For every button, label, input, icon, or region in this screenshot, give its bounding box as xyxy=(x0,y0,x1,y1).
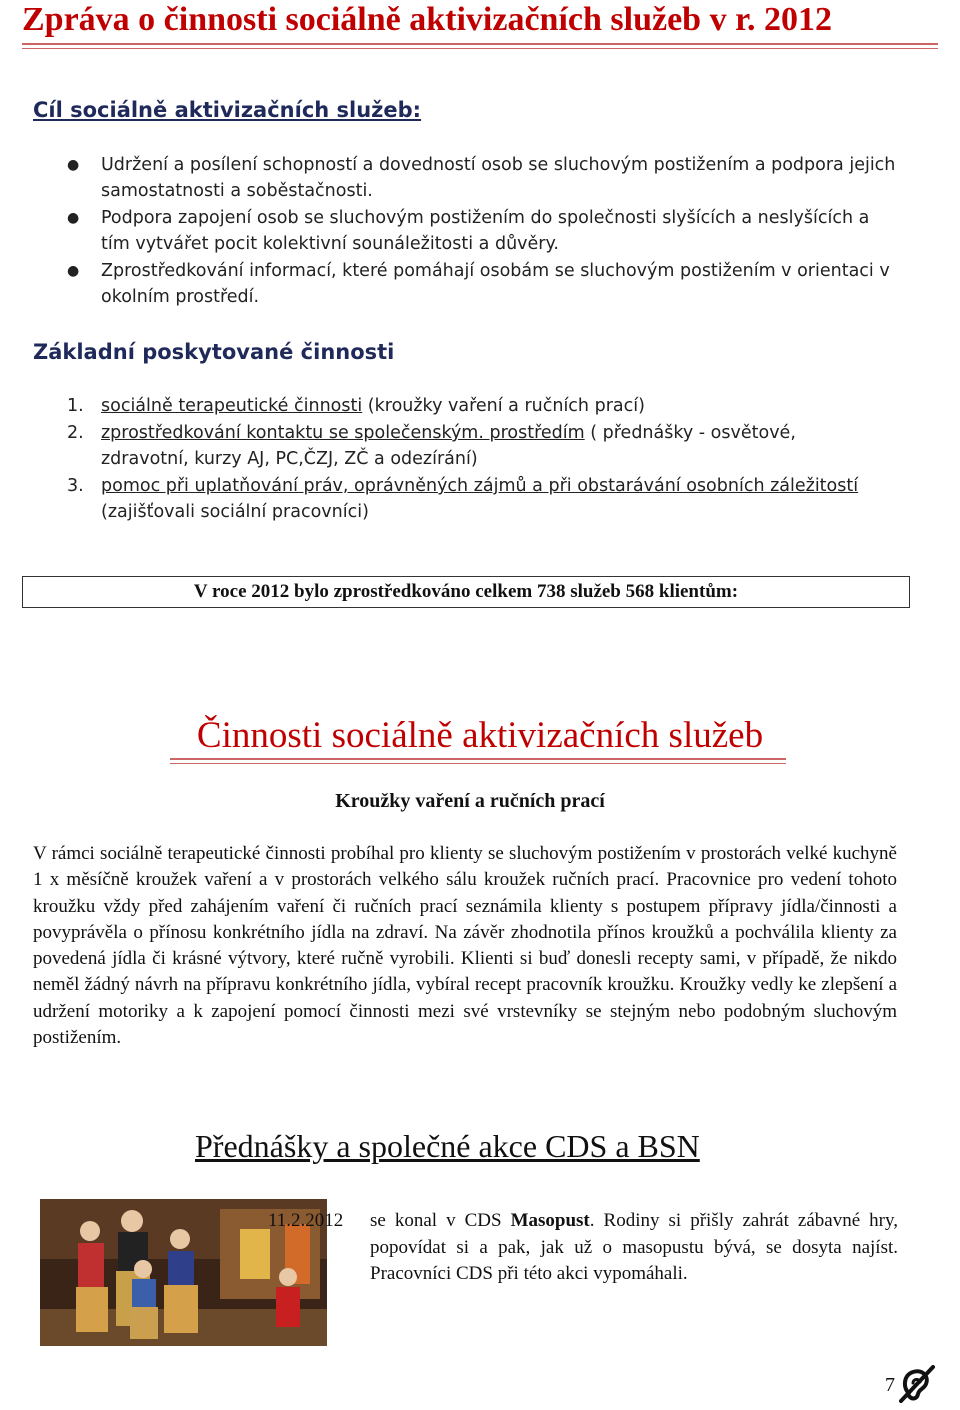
section-title: Činnosti sociálně aktivizačních služeb xyxy=(196,715,764,756)
basic-activities-heading: Základní poskytované činnosti xyxy=(33,340,395,364)
summary-box: V roce 2012 bylo zprostředkováno celkem 738 služeb 568 klientům: xyxy=(22,576,910,608)
activity-link[interactable]: pomoc při uplatňování práv, oprávněných zájmů a při obstarávání osobních záležitostí xyxy=(101,476,859,496)
activity-number: 2. xyxy=(67,423,84,443)
activity-item-2 xyxy=(67,420,881,472)
goal-list xyxy=(67,152,901,311)
activity-link[interactable]: zprostředkování kontaktu se společenským. prostředím xyxy=(101,423,585,443)
goal-item-text: Podpora zapojení osob se sluchovým postižením do společnosti slyšících a neslyšících a tím vytvářet pocit kolektivní sounáležitosti a důvěry. xyxy=(101,208,870,254)
section-rule xyxy=(170,758,786,764)
bullet-icon: ● xyxy=(67,157,80,173)
goal-item xyxy=(67,152,901,204)
activity-item-1 xyxy=(67,393,901,419)
activity-detail: ( přednášky - osvětové, zdravotní, kurzy AJ, PC,ČZJ, ZČ a odezírání) xyxy=(101,423,796,469)
page-number: 7 xyxy=(885,1374,895,1396)
activity-link[interactable]: sociálně terapeutické činnosti xyxy=(101,396,363,416)
activity-number: 1. xyxy=(67,396,84,416)
document-title: Zpráva o činnosti sociálně aktivizačních služeb v r. 2012 xyxy=(22,1,833,38)
goal-item xyxy=(67,205,901,257)
goal-item-text: Zprostředkování informací, které pomáhají osobám se sluchovým postižením v orientaci v okolním prostředí. xyxy=(101,261,890,307)
goal-item xyxy=(67,258,901,310)
activity-number: 3. xyxy=(67,476,84,496)
event-text-post: . Rodiny si přišly zahrát zábavné hry, popovídat si a pak, jak už o masopustu bývá, se dosyta najíst. Pracovníci CDS při této akci vypomáhali. xyxy=(370,1210,899,1284)
event-name: Masopust xyxy=(510,1210,590,1231)
lectures-title: Přednášky a společné akce CDS a BSN xyxy=(195,1128,700,1164)
activity-detail: (kroužky vaření a ručních prací) xyxy=(362,396,645,416)
title-rule xyxy=(22,43,938,49)
activity-detail: (zajišťovali sociální pracovníci) xyxy=(101,502,369,522)
hearing-impaired-icon xyxy=(895,1363,937,1405)
activity-item-3 xyxy=(67,473,901,525)
goal-heading: Cíl sociálně aktivizačních služeb: xyxy=(33,98,422,122)
kruzky-heading: Kroužky vaření a ručních prací xyxy=(335,790,605,812)
bullet-icon: ● xyxy=(67,210,80,226)
event-text-pre: se konal v CDS xyxy=(370,1210,511,1231)
goal-item-text: Udržení a posílení schopností a dovedností osob se sluchovým postižením a podpora jejich samostatnosti a soběstačnosti. xyxy=(101,155,896,201)
kruzky-paragraph: V rámci sociálně terapeutické činnosti probíhal pro klienty se sluchovým postižením v prostorách velké kuchyně 1 x měsíčně kroužek vaření a v prostorách velkého sálu kroužek ručních prací. Pracovnice pro vedení tohoto kroužku vždy před zahájením vaření či ručních prací seznámila klienty s postupem přípravy jídla/činnosti a povyprávěla o přínosu konkrétního jídla na zdraví. Na závěr zhodnotila přínos kroužků a pochválila klienty za povedená jídla či krásné výtvory, které ručně vyrobili. Klienti si buď donesli recepty sami, v případě, že nikdo neměl žádný návrh na přípravu konkrétního jídla, vybíral recept pracovník kroužku. Kroužky vedly ke zlepšení a udržení motoriky a k zapojení pomocí činnosti mezi své vrstevníky se stejným nebo podobným sluchovým postižením. xyxy=(33,843,897,1049)
event-description xyxy=(370,1208,898,1288)
bullet-icon: ● xyxy=(67,263,80,279)
event-date: 11.2.2012 xyxy=(268,1210,344,1231)
